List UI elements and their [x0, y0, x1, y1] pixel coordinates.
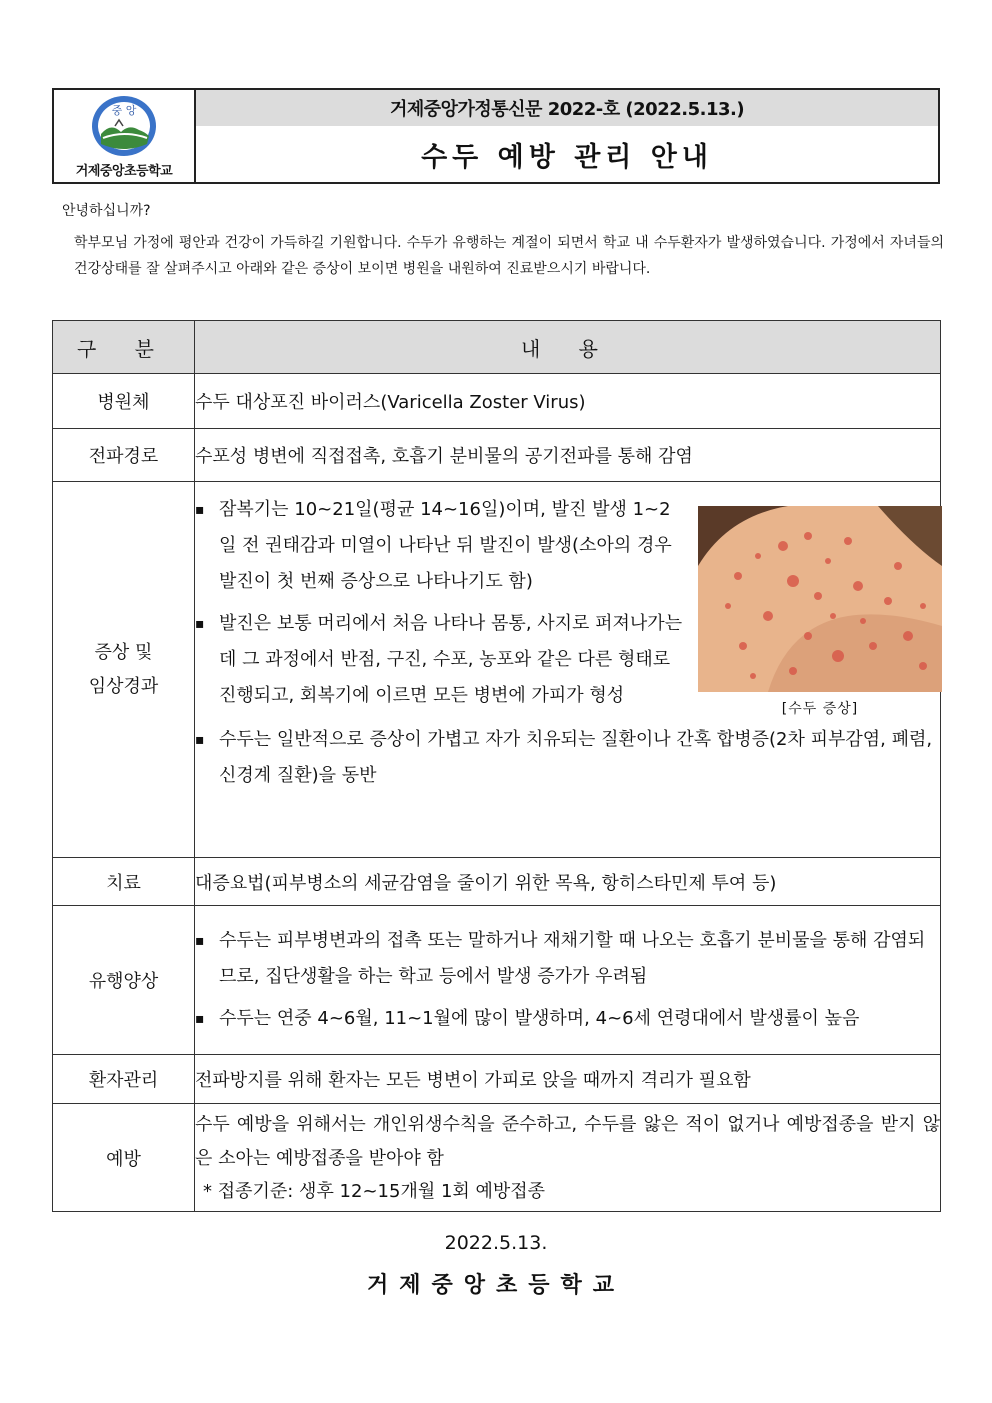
table-header-row: [53, 321, 941, 374]
row-content: 수두 대상포진 바이러스(Varicella Zoster Virus): [195, 374, 941, 429]
header-category: 구 분: [53, 321, 195, 374]
row-label: 병원체: [53, 374, 195, 429]
bullet-text: ▪ 수두는 일반적으로 증상이 가볍고 자가 치유되는 질환이나 간혹 합병증(2차 피부감염, 폐렴, 신경계 질환)을 동반: [219, 729, 933, 786]
table-row-transmission: [53, 429, 941, 482]
row-label-line: 증상 및: [94, 641, 153, 663]
row-content: 전파방지를 위해 환자는 모든 병변이 가피로 앉을 때까지 격리가 필요함: [195, 1055, 941, 1104]
row-content: 수포성 병변에 직접접촉, 호흡기 분비물의 공기전파를 통해 감염: [195, 429, 941, 482]
intro-paragraph: 학부모님 가정에 평안과 건강이 가득하길 기원합니다. 수두가 유행하는 계절이 되면서 학교 내 수두환자가 발생하였습니다. 가정에서 자녀들의 건강상태를 잘 살펴주시고 아래와 같은 증상이 보이면 병원을 내원하여 진료받으시기 바랍니다.: [74, 235, 944, 277]
row-content: [195, 906, 941, 1055]
header-content: 내 용: [195, 321, 941, 374]
row-label-line: 임상경과: [88, 675, 159, 697]
greeting: 안녕하십니까?: [62, 203, 151, 219]
table-row-prevention: [53, 1104, 941, 1212]
footer-school-name: 거제중앙초등학교: [366, 1273, 626, 1298]
prevention-text: 수두 예방을 위해서는 개인위생수칙을 준수하고, 수두를 앓은 적이 없거나 예방접종을 받지 않은 소아는 예방접종을 받아야 함: [195, 1113, 940, 1169]
bullet-text: ▪ 발진은 보통 머리에서 처음 나타나 몸통, 사지로 퍼져나가는데 그 과정에서 반점, 구진, 수포, 농포와 같은 다른 형태로 진행되고, 회복기에 이르면 모든 병변에 가피가 형성: [219, 613, 683, 706]
row-label: 환자관리: [53, 1055, 195, 1104]
row-label: 치료: [53, 858, 195, 906]
symptom-bullet: [195, 606, 940, 714]
symptom-bullet: [195, 722, 940, 794]
vaccination-note: * 접종기준: 생후 12~15개월 1회 예방접종: [203, 1180, 546, 1202]
page-title: 수두 예방 관리 안내: [421, 141, 713, 173]
row-content: [195, 482, 941, 858]
row-label: [53, 482, 195, 858]
photo-caption: [수두 증상]: [781, 701, 859, 717]
table-row-pathogen: [53, 374, 941, 429]
row-label: 예방: [53, 1104, 195, 1212]
table-row-symptoms: [53, 482, 941, 858]
school-logo-cell: [54, 90, 196, 182]
symptom-bullet: [195, 492, 940, 600]
table-row-treatment: [53, 858, 941, 906]
newsletter-line: 거제중앙가정통신문 2022-호 (2022.5.13.): [196, 90, 938, 126]
letter-header: [52, 88, 940, 184]
logo-school-name: 거제중앙초등학교: [75, 164, 173, 179]
table-row-patient: [53, 1055, 941, 1104]
table-row-epidemic: [53, 906, 941, 1055]
title-cell: [196, 90, 938, 182]
bullet-text: ▪ 잠복기는 10~21일(평균 14~16일)이며, 발진 발생 1~2일 전 권태감과 미열이 나타난 뒤 발진이 발생(소아의 경우 발진이 첫 번째 증상으로 나타나기도 함): [219, 499, 672, 592]
bullet-text: ▪ 수두는 연중 4~6월, 11~1월에 많이 발생하며, 4~6세 연령대에서 발생률이 높음: [219, 1008, 860, 1029]
footer-date: 2022.5.13.: [444, 1232, 548, 1254]
row-label: 유행양상: [53, 906, 195, 1055]
row-label: 전파경로: [53, 429, 195, 482]
epidemic-bullet: [195, 923, 940, 995]
row-content: [195, 1104, 941, 1212]
info-table: [52, 320, 941, 1212]
epidemic-bullet: [195, 1001, 940, 1037]
bullet-text: ▪ 수두는 피부병변과의 접촉 또는 말하거나 재채기할 때 나오는 호흡기 분비물을 통해 감염되므로, 집단생활을 하는 학교 등에서 발생 증가가 우려됨: [219, 930, 926, 987]
row-content: 대증요법(피부병소의 세균감염을 줄이기 위한 목욕, 항히스타민제 투여 등): [195, 858, 941, 906]
svg-text:중 앙: 중 앙: [111, 104, 137, 117]
school-emblem-icon: [89, 94, 159, 158]
